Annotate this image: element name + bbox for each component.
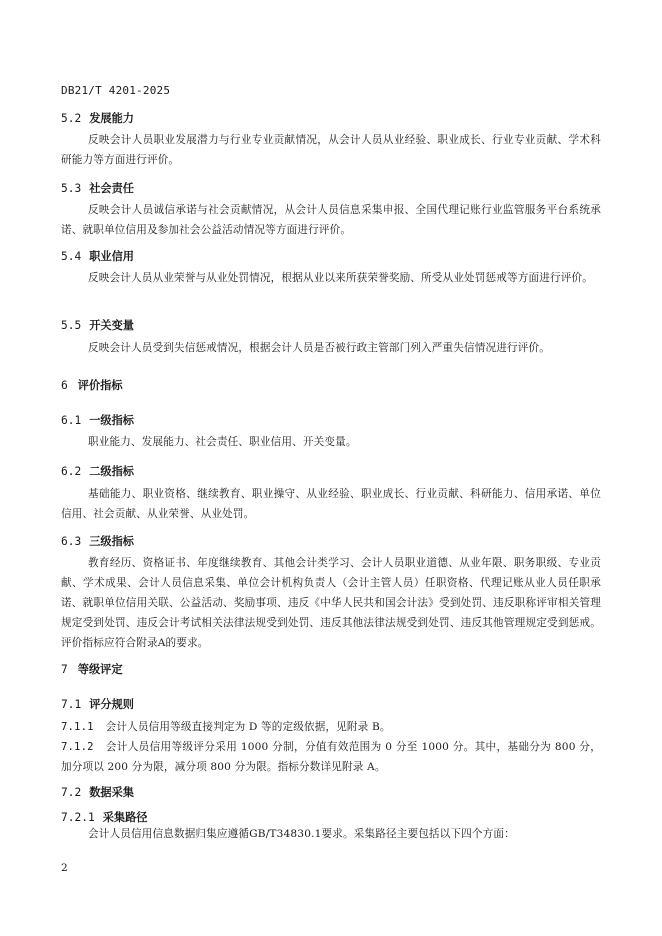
section-number: 7.2 (61, 786, 82, 799)
clause-paragraph-7-2-1: 会计人员信用信息数据归集应遵循GB/T34830.1要求。采集路径主要包括以下四个方面： (88, 828, 515, 840)
clause-number: 7.2.1 (61, 811, 95, 824)
section-heading-5-3 (61, 180, 134, 196)
section-title: 社会责任 (89, 182, 134, 195)
section-title: 评分规则 (89, 698, 134, 711)
section-paragraph-6-1: 职业能力、发展能力、社会责任、职业信用、开关变量。 (88, 436, 357, 448)
section-heading-7-1 (61, 696, 134, 712)
chapter-title: 评价指标 (77, 379, 123, 392)
section-heading-6-1 (61, 412, 134, 428)
section-title: 职业信用 (89, 250, 134, 263)
clause-text: 会计人员信用等级直接判定为 D 等的定级依据，见附录 B。 (105, 721, 391, 733)
section-title: 开关变量 (89, 319, 134, 332)
section-number: 5.2 (61, 112, 82, 125)
page-number: 2 (61, 862, 68, 874)
section-heading-5-5 (61, 317, 134, 333)
clause-title: 采集路径 (102, 811, 148, 824)
chapter-heading-6 (61, 377, 123, 393)
chapter-heading-7 (61, 661, 123, 677)
section-heading-7-2 (61, 784, 134, 800)
clause-heading-7-2-1 (61, 809, 147, 825)
section-paragraph-5-4: 反映会计人员从业荣誉与从业处罚情况，根据从业以来所获荣誉奖励、所受从业处罚惩戒等方面进行评价。 (88, 272, 593, 284)
section-heading-6-3 (61, 533, 134, 549)
section-number: 5.4 (61, 250, 82, 263)
section-paragraph-6-2: 基础能力、职业资格、继续教育、职业操守、从业经验、职业成长、行业贡献、科研能力、信用承诺、单位信用、社会贡献、从业荣誉、从业处罚。 (61, 488, 601, 520)
section-number: 6.1 (61, 414, 82, 427)
section-number: 5.3 (61, 182, 82, 195)
clause-text: 会计人员信用等级评分采用 1000 分制，分值有效范围为 0 分至 1000 分。其中，基础分为 800 分，加分项以 200 分为限，减分项 800 分为限。指标分数详见附录 A。 (61, 741, 601, 773)
section-number: 7.1 (61, 698, 82, 711)
section-title: 二级指标 (89, 465, 134, 478)
section-number: 6.3 (61, 535, 82, 548)
section-number: 6.2 (61, 465, 82, 478)
section-paragraph-5-5: 反映会计人员受到失信惩戒情况，根据会计人员是否被行政主管部门列入严重失信情况进行评价。 (88, 342, 550, 354)
section-heading-5-2 (61, 110, 134, 126)
section-heading-5-4 (61, 248, 134, 264)
clause-7-1-2 (61, 737, 601, 777)
section-title: 发展能力 (89, 112, 134, 125)
section-title: 一级指标 (89, 414, 134, 427)
chapter-number: 6 (61, 379, 68, 392)
section-heading-6-2 (61, 463, 134, 479)
section-paragraph-5-3: 反映会计人员诚信承诺与社会贡献情况，从会计人员信息采集申报、全国代理记账行业监管服务平台系统承诺、就职单位信用及参加社会公益活动情况等方面进行评价。 (61, 204, 601, 236)
clause-7-1-1 (61, 717, 601, 737)
clause-number: 7.1.1 (61, 721, 94, 733)
standard-code: DB21/T 4201-2025 (61, 84, 171, 97)
section-title: 三级指标 (89, 535, 134, 548)
section-paragraph-6-3: 教育经历、资格证书、年度继续教育、其他会计类学习、会计人员职业道德、从业年限、职务职级、专业贡献、学术成果、会计人员信息采集、单位会计机构负责人（会计主管人员）任职资格、代理记账从业人员任职承诺、就职单位信用关联、公益活动、奖励事项、违反《中华人民共和国会计法》受到处罚、违反职称评审相关管理规定受到处罚、违反会计考试相关法律法规受到处罚、违反其他法律法规受到处罚、违反其他管理规定受到惩戒。评价指标应符合附录A的要求。 (61, 557, 601, 649)
section-paragraph-5-2: 反映会计人员职业发展潜力与行业专业贡献情况，从会计人员从业经验、职业成长、行业专业贡献、学术科研能力等方面进行评价。 (61, 134, 601, 166)
clause-number: 7.1.2 (61, 741, 94, 753)
section-number: 5.5 (61, 319, 82, 332)
chapter-title: 等级评定 (77, 663, 123, 676)
section-title: 数据采集 (89, 786, 134, 799)
chapter-number: 7 (61, 663, 68, 676)
